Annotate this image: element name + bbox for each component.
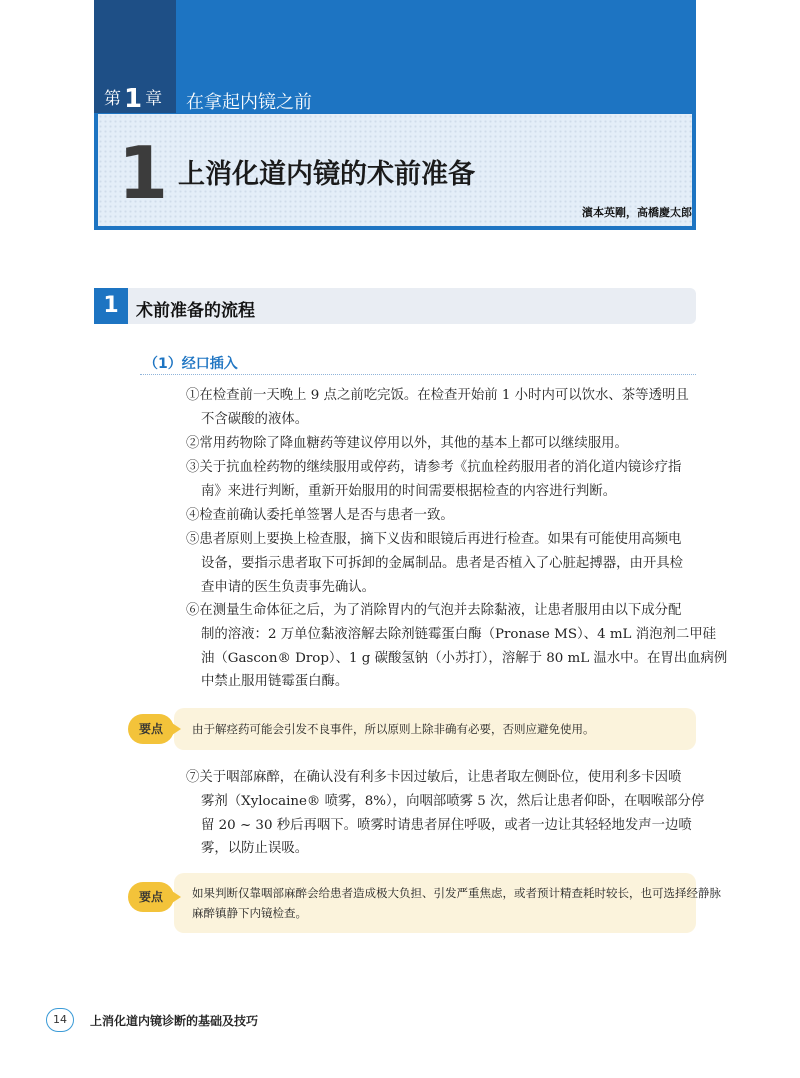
item-line: 中禁止服用链霉蛋白酶。 <box>201 674 349 690</box>
list-item-4 <box>186 504 698 528</box>
subsection-title: （1）经口插入 <box>144 356 238 372</box>
section-number: 1 <box>94 288 128 324</box>
item-line: ⑥在测量生命体征之后，为了消除胃内的气泡并去除黏液，让患者服用由以下成分配 <box>186 603 682 618</box>
list-item-2 <box>186 432 698 456</box>
list-item-1 <box>186 384 698 432</box>
tip-text <box>192 883 721 923</box>
tip-line: 如果判断仅靠咽部麻醉会给患者造成极大负担、引发严重焦虑，或者预计精查耗时较长，也可选择经静脉 <box>192 886 721 900</box>
item-line: 南》来进行判断，重新开始服用的时间需要根据检查的内容进行判断。 <box>201 483 617 499</box>
item-line: ①在检查前一天晚上 9 点之前吃完饭。在检查开始前 1 小时内可以饮水、茶等透明且 <box>186 388 689 403</box>
tip-text <box>192 719 595 739</box>
tip-badge: 要点 <box>128 882 174 912</box>
list-item-7 <box>186 766 705 861</box>
list-item-6 <box>186 599 728 694</box>
subsection-divider <box>140 374 696 375</box>
tip-pointer-icon <box>172 891 181 903</box>
tip-line: 由于解痉药可能会引发不良事件，所以原则上除非确有必要，否则应避免使用。 <box>192 722 595 736</box>
item-line: 制的溶液：2 万单位黏液溶解去除剂链霉蛋白酶（Pronase MS）、4 mL 消泡剂二甲硅 <box>201 626 717 642</box>
item-line: ③关于抗血栓药物的继续服用或停药，请参考《抗血栓药服用者的消化道内镜诊疗指 <box>186 460 682 475</box>
item-line: 留 20 ~ 30 秒后再咽下。喷雾时请患者屏住呼吸，或者一边让其轻轻地发声一边喷 <box>201 817 692 833</box>
chapter-number: 1 <box>124 84 143 114</box>
authors: 濱本英剛，高橋慶太郎 <box>582 206 692 219</box>
chapter-label <box>104 84 162 114</box>
chapter-title: 在拿起内镜之前 <box>186 92 312 113</box>
item-line: ⑤患者原则上要换上检查服，摘下义齿和眼镜后再进行检查。如果有可能使用高频电 <box>186 532 682 547</box>
item-line: 雾剂（Xylocaine® 喷雾，8%），向咽部喷雾 5 次，然后让患者仰卧，在咽喉部分停 <box>201 793 705 809</box>
item-line: ②常用药物除了降血糖药等建议停用以外，其他的基本上都可以继续服用。 <box>186 436 628 451</box>
item-line: 不含碳酸的液体。 <box>201 411 309 427</box>
section-title: 术前准备的流程 <box>136 301 255 321</box>
item-line: 雾，以防止误吸。 <box>201 841 309 857</box>
list-item-5 <box>186 528 698 599</box>
list-item-3 <box>186 456 698 504</box>
tip-pointer-icon <box>172 723 181 735</box>
heading-number: 1 <box>118 131 169 215</box>
footer-book-title: 上消化道内镜诊断的基础及技巧 <box>90 1014 259 1028</box>
item-line: ④检查前确认委托单签署人是否与患者一致。 <box>186 508 454 523</box>
item-line: ⑦关于咽部麻醉，在确认没有利多卡因过敏后，让患者取左侧卧位，使用利多卡因喷 <box>186 770 682 785</box>
item-line: 设备，要指示患者取下可拆卸的金属制品。患者是否植入了心脏起搏器，由开具检 <box>201 555 684 571</box>
page-number: 14 <box>46 1008 74 1032</box>
page-title: 上消化道内镜的术前准备 <box>178 159 475 190</box>
chapter-prefix: 第 <box>104 89 121 109</box>
chapter-suffix: 章 <box>145 89 163 109</box>
tip-line: 麻醉镇静下内镜检查。 <box>192 906 307 920</box>
item-line: 油（Gascon® Drop）、1 g 碳酸氢钠（小苏打），溶解于 80 mL 温水中。在胃出血病例 <box>201 650 728 666</box>
item-line: 查申请的医生负责事先确认。 <box>201 579 376 595</box>
tip-badge: 要点 <box>128 714 174 744</box>
